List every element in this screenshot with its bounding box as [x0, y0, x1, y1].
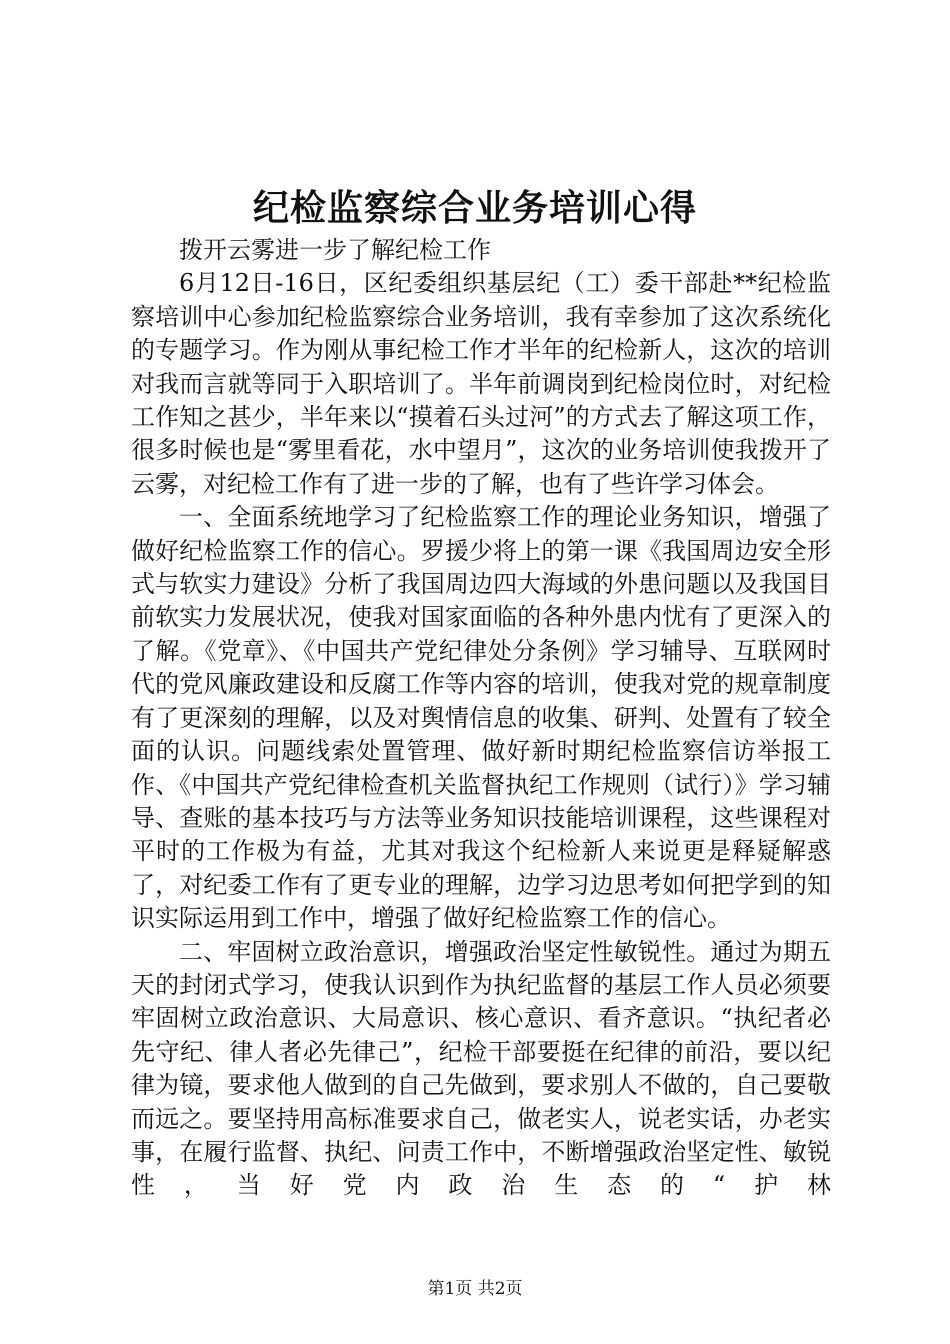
body-paragraph: 一、全面系统地学习了纪检监察工作的理论业务知识，增强了做好纪检监察工作的信心。罗援少将上的第一课《我国周边安全形式与软实力建设》分析了我国周边四大海域的外患问题以及我国目前软实力发展状况，使我对国家面临的各种外患内忧有了更深入的了解。《党章》、《中国共产党纪律处分条例》学习辅导、互联网时代的党风廉政建设和反腐工作等内容的培训，使我对党的规章制度有了更深刻的理解，以及对舆情信息的收集、研判、处置有了较全面的认识。问题线索处置管理、做好新时期纪检监察信访举报工作、《中国共产党纪律检查机关监督执纪工作规则（试行）》学习辅导、查账的基本技巧与方法等业务知识技能培训课程，这些课程对平时的工作极为有益，尤其对我这个纪检新人来说更是释疑解惑了，对纪委工作有了更专业的理解，边学习边思考如何把学到的知识实际运用到工作中，增强了做好纪检监察工作的信心。	[131, 503, 831, 933]
subtitle-paragraph: 拨开云雾进一步了解纪检工作	[179, 236, 491, 264]
document-body	[131, 234, 831, 1203]
body-paragraph: 二、牢固树立政治意识，增强政治坚定性敏锐性。通过为期五天的封闭式学习，使我认识到作为执纪监督的基层工作人员必须要牢固树立政治意识、大局意识、核心意识、看齐意识。“执纪者必先守纪、律人者必先律己”，纪检干部要挺在纪律的前沿，要以纪律为镜，要求他人做到的自己先做到，要求别人不做的，自己要敬而远之。要坚持用高标准要求自己，做老实人，说老实话，办老实事，在履行监督、执纪、问责工作中，不断增强政治坚定性、敏锐性，当好党内政治生态的“护林	[131, 937, 831, 1200]
body-paragraph: 6月12日-16日，区纪委组织基层纪（工）委干部赴**纪检监察培训中心参加纪检监察综合业务培训，我有幸参加了这次系统化的专题学习。作为刚从事纪检工作才半年的纪检新人，这次的培训对我而言就等同于入职培训了。半年前调岗到纪检岗位时，对纪检工作知之甚少，半年来以“摸着石头过河”的方式去了解这项工作，很多时候也是“雾里看花，水中望月”，这次的业务培训使我拨开了云雾，对纪检工作有了进一步的了解，也有了些许学习体会。	[131, 269, 831, 498]
page-footer: 第1页 共2页	[427, 1279, 523, 1299]
document-title: 纪检监察综合业务培训心得	[252, 187, 697, 229]
